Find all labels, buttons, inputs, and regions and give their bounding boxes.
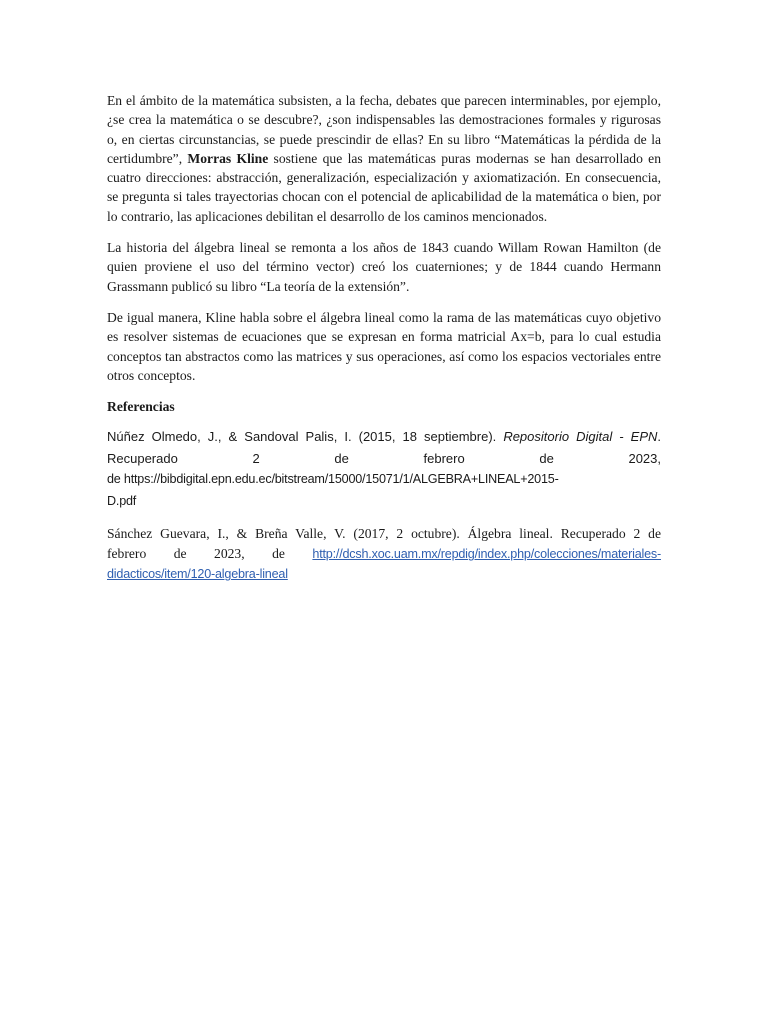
reference-1-title: Repositorio Digital - EPN	[503, 429, 658, 445]
reference-1-title-end: .	[657, 429, 661, 445]
reference-1-authors: Núñez Olmedo, J., & Sandoval Palis, I. (2015, 18 septiembre).	[107, 429, 504, 445]
references-heading: Referencias	[107, 399, 175, 415]
reference-1	[107, 426, 661, 512]
reference-2-link[interactable]: http://dcsh.xoc.uam.mx/repdig/index.php/colecciones/materiales-	[312, 547, 661, 562]
paragraph-kline: De igual manera, Kline habla sobre el álgebra lineal como la rama de las matemáticas cuyo objetivo es resolver sistemas de ecuaciones que se expresan en forma matricial Ax=b, para lo cual estudia conceptos tan abstractos como las matrices y sus operaciones, así como los espacios vectoriales entre otros conceptos.	[107, 309, 661, 383]
document-body	[107, 91, 661, 592]
reference-2	[107, 524, 661, 584]
reference-2-link-continued[interactable]: didacticos/item/120-algebra-lineal	[107, 567, 288, 582]
reference-1-url-end: D.pdf	[107, 493, 137, 508]
reference-1-citation	[107, 426, 661, 448]
reference-2-prefix: febrero de 2023, de	[107, 546, 313, 562]
reference-2-line-3	[107, 564, 661, 584]
paragraph-history: La historia del álgebra lineal se remonta a los años de 1843 cuando Willam Rowan Hamilton (de quien proviene el uso del término vector) creó los cuaterniones; y de 1844 cuando Hermann Grassmann publicó su libro “La teoría de la extensión”.	[107, 240, 661, 294]
author-name-bold: Morras Kline	[187, 150, 269, 166]
reference-2-citation: Sánchez Guevara, I., & Breña Valle, V. (2017, 2 octubre). Álgebra lineal. Recuperado 2 de	[107, 526, 661, 542]
paragraph-intro-text-1: En el ámbito de la matemática subsisten, a la fecha, debates que parecen interminables, por ejemplo, ¿se crea la matemática o se descubre?, ¿son indispensables las demostraciones formales y rigurosas o, en ciertas circunstancias, se puede prescindir de ellas? En su libro “Matemáticas la pérdida de la certidumbre”,	[107, 93, 661, 166]
reference-1-retrieved: Recuperado 2 de febrero de 2023,	[107, 450, 661, 466]
paragraph-intro	[107, 91, 661, 226]
reference-2-line-2	[107, 544, 661, 564]
reference-1-url: de https://bibdigital.epn.edu.ec/bitstream/15000/15071/1/ALGEBRA+LINEAL+2015-	[107, 472, 559, 487]
paragraph-intro-text-2: sostiene que las matemáticas puras modernas se han desarrollado en cuatro direcciones: abstracción, generalización, especialización y axiomatización. En consecuencia, se pregunta si tales trayectorias chocan con el potencial de aplicabilidad de la matemática o bien, por lo contrario, las aplicaciones debilitan el desarrollo de los caminos mencionados.	[107, 150, 661, 224]
